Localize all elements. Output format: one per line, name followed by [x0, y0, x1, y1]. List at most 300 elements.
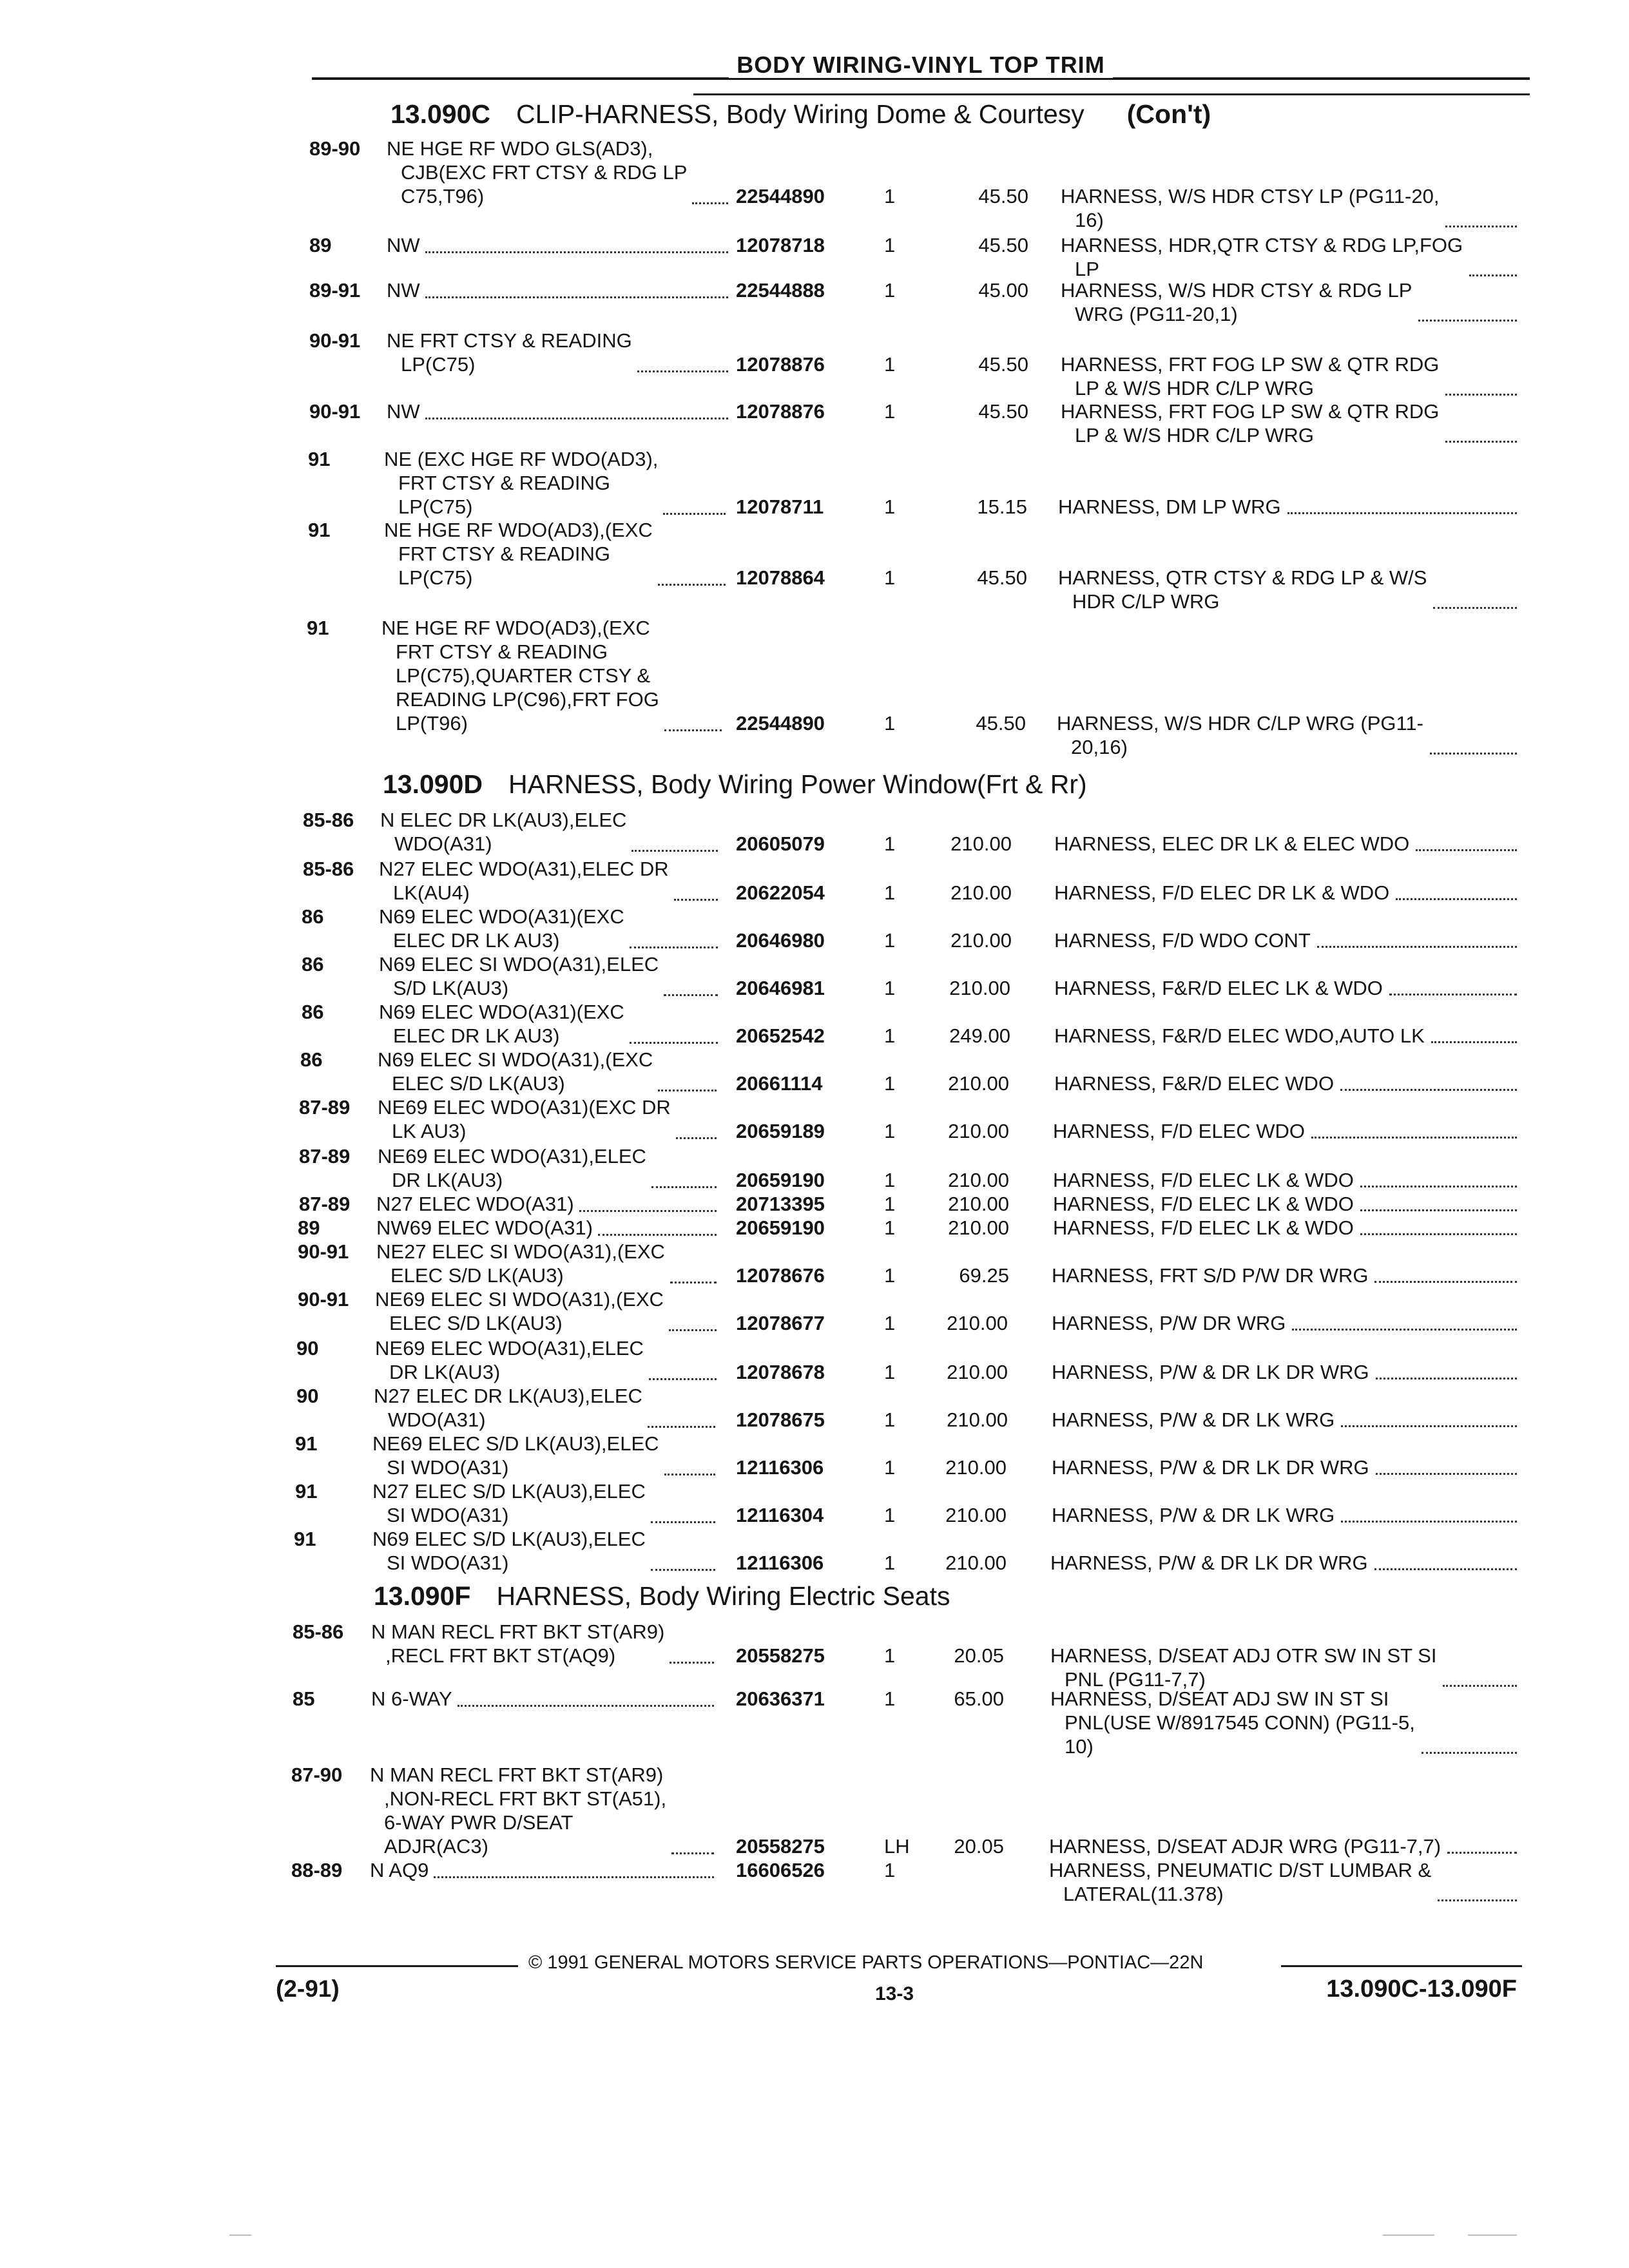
- model-year: 89: [298, 1216, 320, 1239]
- description-line: NW: [387, 279, 420, 302]
- scan-mark: [1468, 2234, 1517, 2236]
- application-description: [387, 278, 420, 302]
- price: 210.00: [948, 1120, 1009, 1142]
- part-name-line: HARNESS, P/W & DR LK DR WRG: [1052, 1361, 1369, 1383]
- description-line: CJB(EXC FRT CTSY & RDG LP: [401, 161, 688, 184]
- quantity: 1: [884, 1456, 896, 1479]
- quantity: 1: [884, 1024, 896, 1047]
- dot-leader: [1311, 1137, 1517, 1139]
- model-year: 86: [302, 953, 324, 975]
- dot-leader: [1447, 1852, 1517, 1854]
- description-line: NE HGE RF WDO(AD3),(EXC: [381, 617, 650, 639]
- footer-page-number: 13-3: [875, 1983, 914, 2004]
- dot-leader: [1438, 1899, 1517, 1901]
- description-line: N69 ELEC SI WDO(A31),ELEC: [379, 953, 659, 975]
- part-number: 12078876: [736, 400, 825, 423]
- description-line: NE HGE RF WDO(AD3),(EXC: [384, 519, 653, 541]
- application-description: [372, 1527, 646, 1575]
- dot-leader: [1396, 898, 1517, 900]
- part-name-line: HARNESS, FRT FOG LP SW & QTR RDG: [1061, 400, 1440, 423]
- part-name-line: LP & W/S HDR C/LP WRG: [1075, 424, 1314, 447]
- part-name-line: HARNESS, F&R/D ELEC LK & WDO: [1054, 977, 1383, 999]
- description-line: READING LP(C96),FRT FOG: [396, 688, 659, 711]
- application-description: [375, 1287, 664, 1335]
- description-line: ELEC DR LK AU3): [379, 928, 624, 952]
- description-line: ADJR(AC3): [370, 1834, 666, 1858]
- part-name: [1054, 1072, 1334, 1095]
- dot-leader: [1389, 994, 1517, 995]
- price: 249.00: [949, 1024, 1010, 1047]
- page-header-title: BODY WIRING-VINYL TOP TRIM: [312, 52, 1530, 79]
- part-name: [1057, 711, 1423, 759]
- part-name-line: LP & W/S HDR C/LP WRG: [1075, 377, 1314, 399]
- part-name-line: HARNESS, F&R/D ELEC WDO,AUTO LK: [1054, 1024, 1425, 1047]
- footer-revision-date: (2-91): [276, 1975, 340, 2002]
- part-name: [1061, 184, 1439, 232]
- part-name-line: HARNESS, D/SEAT ADJ OTR SW IN ST SI: [1050, 1644, 1437, 1667]
- part-number: 20636371: [736, 1687, 825, 1710]
- part-name-line: HARNESS, DM LP WRG: [1058, 495, 1281, 518]
- footer-copyright: © 1991 GENERAL MOTORS SERVICE PARTS OPERATIONS—PONTIAC—22N: [528, 1952, 1204, 1973]
- description-line: DR LK(AU3): [378, 1168, 646, 1192]
- description-line: NE69 ELEC S/D LK(AU3),ELEC: [372, 1432, 659, 1455]
- price: 210.00: [947, 1361, 1008, 1383]
- description-line: NE FRT CTSY & READING: [387, 329, 632, 352]
- description-line: NE69 ELEC SI WDO(A31),(EXC: [375, 1288, 664, 1311]
- part-number: 20659190: [736, 1216, 825, 1239]
- dot-leader: [1340, 1089, 1517, 1091]
- quantity: 1: [884, 1644, 896, 1667]
- part-number: 12078718: [736, 234, 825, 256]
- application-description: [387, 329, 632, 376]
- part-name-line: PNL (PG11-7,7): [1065, 1668, 1206, 1691]
- price: 210.00: [950, 881, 1012, 904]
- application-description: [379, 1000, 624, 1048]
- part-name-line: HARNESS, FRT FOG LP SW & QTR RDG: [1061, 353, 1440, 376]
- description-line: LP(C75): [387, 352, 632, 376]
- part-name-line: HARNESS, ELEC DR LK & ELEC WDO: [1054, 832, 1410, 855]
- part-number: 20661114: [736, 1072, 823, 1095]
- model-year: 86: [300, 1048, 323, 1071]
- quantity: 1: [884, 353, 896, 376]
- model-year: 90-91: [298, 1288, 349, 1311]
- price: 45.50: [976, 712, 1026, 735]
- quantity: 1: [884, 1361, 896, 1383]
- application-description: [371, 1620, 664, 1667]
- description-line: N69 ELEC WDO(A31)(EXC: [379, 1001, 624, 1023]
- part-name: [1052, 1456, 1369, 1479]
- part-number: 12078864: [736, 566, 825, 589]
- part-number: 20652542: [736, 1024, 825, 1047]
- model-year: 91: [307, 617, 329, 639]
- model-year: 89-91: [309, 279, 361, 302]
- price: 210.00: [945, 1552, 1007, 1574]
- application-description: [380, 808, 626, 856]
- description-line: NE69 ELEC WDO(A31),ELEC: [378, 1145, 646, 1168]
- part-name: [1054, 832, 1409, 856]
- part-name: [1053, 1192, 1354, 1216]
- part-name: [1052, 1311, 1286, 1335]
- quantity: 1: [884, 400, 896, 423]
- part-name-line: HARNESS, F/D WDO CONT: [1054, 929, 1311, 952]
- application-description: [379, 905, 624, 952]
- part-number: 22544890: [736, 185, 825, 207]
- application-description: [387, 137, 687, 208]
- description-line: C75,T96): [387, 184, 687, 208]
- quantity: 1: [884, 1552, 896, 1574]
- part-name: [1054, 881, 1389, 905]
- scan-mark: [1383, 2234, 1434, 2236]
- part-number: 20713395: [736, 1193, 825, 1215]
- quantity: 1: [884, 234, 896, 256]
- description-line: ELEC S/D LK(AU3): [378, 1072, 653, 1095]
- part-name: [1050, 1551, 1368, 1575]
- model-year: 91: [308, 448, 331, 470]
- model-year: 91: [295, 1480, 318, 1503]
- quantity: 1: [884, 495, 896, 518]
- application-description: [387, 399, 420, 423]
- price: 45.50: [978, 234, 1028, 256]
- quantity: 1: [884, 712, 896, 735]
- part-number: 20622054: [736, 881, 825, 904]
- application-description: [370, 1858, 429, 1882]
- part-name-line: HARNESS, P/W DR WRG: [1052, 1312, 1286, 1334]
- quantity: 1: [884, 1169, 896, 1191]
- model-year: 85-86: [293, 1620, 344, 1643]
- quantity: 1: [884, 566, 896, 589]
- description-line: N69 ELEC WDO(A31)(EXC: [379, 905, 624, 928]
- price: 45.50: [978, 353, 1028, 376]
- description-line: WDO(A31): [374, 1408, 642, 1432]
- price: 210.00: [949, 977, 1010, 999]
- model-year: 91: [295, 1432, 318, 1455]
- scan-mark: [229, 2234, 251, 2236]
- description-line: LK AU3): [378, 1119, 671, 1143]
- section-heading-13-090d: 13.090D HARNESS, Body Wiring Power Window(Frt & Rr): [383, 769, 1087, 799]
- dot-leader: [1341, 1425, 1517, 1427]
- description-line: FRT CTSY & READING: [398, 472, 611, 494]
- model-year: 90: [296, 1337, 319, 1360]
- application-description: [378, 1048, 653, 1095]
- quantity: 1: [884, 977, 896, 999]
- part-name: [1058, 566, 1427, 613]
- dot-leader: [1418, 320, 1517, 322]
- part-number: 20558275: [736, 1644, 825, 1667]
- dot-leader: [1317, 946, 1517, 948]
- part-number: 12078711: [736, 495, 824, 518]
- description-line: S/D LK(AU3): [379, 976, 659, 1000]
- part-name-line: HARNESS, F/D ELEC WDO: [1053, 1120, 1305, 1142]
- part-name: [1052, 1503, 1335, 1527]
- description-line: SI WDO(A31): [372, 1456, 659, 1479]
- part-name: [1053, 1168, 1354, 1192]
- part-name-line: HARNESS, F&R/D ELEC WDO: [1054, 1072, 1335, 1095]
- part-name: [1061, 278, 1412, 326]
- part-name: [1053, 1119, 1305, 1143]
- model-year: 91: [308, 519, 331, 541]
- part-name: [1061, 399, 1439, 447]
- price: 45.50: [977, 566, 1027, 589]
- part-name-line: 20,16): [1071, 736, 1128, 758]
- model-year: 87-89: [299, 1096, 351, 1119]
- model-year: 86: [302, 1001, 324, 1023]
- part-name-line: HARNESS, PNEUMATIC D/ST LUMBAR &: [1049, 1859, 1432, 1881]
- description-line: NW69 ELEC WDO(A31): [376, 1216, 593, 1239]
- dot-leader: [1416, 849, 1517, 851]
- part-name: [1054, 928, 1311, 952]
- price: 15.15: [977, 495, 1027, 518]
- quantity: 1: [884, 832, 896, 855]
- quantity: 1: [884, 1072, 896, 1095]
- model-year: 90-91: [309, 329, 361, 352]
- quantity: 1: [884, 1216, 896, 1239]
- model-year: 90: [296, 1385, 319, 1407]
- dot-leader: [1360, 1233, 1517, 1235]
- dot-leader: [1431, 1041, 1517, 1043]
- description-line: NE69 ELEC WDO(A31),ELEC: [375, 1337, 644, 1360]
- application-description: [372, 1432, 659, 1479]
- part-number: 20646981: [736, 977, 825, 999]
- part-name: [1049, 1834, 1441, 1858]
- part-number: 12078876: [736, 353, 825, 376]
- part-name-line: HARNESS, F/D ELEC LK & WDO: [1053, 1216, 1354, 1239]
- application-description: [378, 1095, 671, 1143]
- description-line: NW: [387, 234, 420, 256]
- description-line: LP(C75),QUARTER CTSY &: [396, 664, 651, 687]
- part-name-line: HARNESS, D/SEAT ADJR WRG (PG11-7,7): [1049, 1835, 1441, 1858]
- price: 210.00: [948, 1216, 1009, 1239]
- price: 210.00: [948, 1169, 1009, 1191]
- part-name-line: LP: [1075, 258, 1099, 280]
- part-number: 20659190: [736, 1169, 825, 1191]
- description-line: N27 ELEC DR LK(AU3),ELEC: [374, 1385, 642, 1407]
- part-name-line: 16): [1075, 209, 1104, 231]
- description-line: N MAN RECL FRT BKT ST(AR9): [371, 1620, 665, 1643]
- price: 210.00: [948, 1072, 1009, 1095]
- part-number: 20659189: [736, 1120, 825, 1142]
- model-year: 90-91: [309, 400, 361, 423]
- part-name-line: HARNESS, F/D ELEC LK & WDO: [1053, 1193, 1354, 1215]
- dot-leader: [1445, 441, 1517, 443]
- description-line: WDO(A31): [380, 832, 626, 856]
- model-year: 89-90: [309, 137, 361, 160]
- part-name: [1054, 976, 1383, 1000]
- application-description: [387, 233, 420, 257]
- part-number: 16606526: [736, 1859, 825, 1881]
- part-name-line: HARNESS, W/S HDR CTSY LP (PG11-20,: [1061, 185, 1440, 207]
- description-line: ELEC S/D LK(AU3): [375, 1311, 664, 1335]
- part-name: [1052, 1360, 1369, 1384]
- description-line: N27 ELEC WDO(A31),ELEC DR: [379, 858, 669, 880]
- part-name: [1053, 1216, 1354, 1240]
- footer-rule-left: [276, 1965, 518, 1967]
- description-line: N ELEC DR LK(AU3),ELEC: [380, 809, 627, 831]
- description-line: SI WDO(A31): [372, 1503, 646, 1527]
- price: 210.00: [950, 832, 1012, 855]
- application-description: [381, 616, 659, 735]
- part-number: 12078676: [736, 1264, 825, 1287]
- description-line: LP(C75): [384, 495, 658, 519]
- description-line: N27 ELEC S/D LK(AU3),ELEC: [372, 1480, 646, 1503]
- part-number: 22544888: [736, 279, 825, 302]
- application-description: [376, 1216, 593, 1240]
- description-line: N MAN RECL FRT BKT ST(AR9): [370, 1763, 664, 1786]
- description-line: 6-WAY PWR D/SEAT: [384, 1811, 574, 1834]
- description-line: N69 ELEC S/D LK(AU3),ELEC: [372, 1528, 646, 1550]
- quantity: 1: [884, 1408, 896, 1431]
- quantity: 1: [884, 1193, 896, 1215]
- part-number: 12116306: [736, 1552, 824, 1574]
- section-heading-13-090f: 13.090F HARNESS, Body Wiring Electric Seats: [374, 1581, 950, 1611]
- part-name-line: 10): [1065, 1735, 1094, 1758]
- dot-leader: [1469, 274, 1517, 276]
- price: 210.00: [947, 1312, 1008, 1334]
- price: 20.05: [954, 1644, 1004, 1667]
- application-description: [371, 1687, 452, 1711]
- model-year: 85-86: [303, 858, 354, 880]
- quantity: 1: [884, 185, 896, 207]
- part-name-line: HARNESS, F/D ELEC DR LK & WDO: [1054, 881, 1390, 904]
- footer-section-range: 13.090C-13.090F: [1326, 1975, 1517, 2003]
- application-description: [376, 1240, 665, 1287]
- part-name-line: HARNESS, P/W & DR LK DR WRG: [1050, 1552, 1368, 1574]
- quantity: 1: [884, 881, 896, 904]
- application-description: [376, 1192, 574, 1216]
- price: 45.50: [978, 185, 1028, 207]
- part-name: [1050, 1644, 1436, 1691]
- description-line: FRT CTSY & READING: [396, 640, 608, 663]
- dot-leader: [1341, 1521, 1517, 1523]
- part-name-line: HDR C/LP WRG: [1072, 590, 1220, 613]
- dot-leader: [1445, 394, 1517, 396]
- part-name-line: HARNESS, W/S HDR CTSY & RDG LP: [1061, 279, 1412, 302]
- dot-leader: [1430, 753, 1517, 754]
- price: 210.00: [947, 1408, 1008, 1431]
- description-line: NE HGE RF WDO GLS(AD3),: [387, 137, 653, 160]
- quantity: 1: [884, 929, 896, 952]
- model-year: 91: [294, 1528, 316, 1550]
- description-line: SI WDO(A31): [372, 1551, 646, 1575]
- dot-leader: [1360, 1186, 1517, 1187]
- part-number: 20605079: [736, 832, 825, 855]
- header-underline: [693, 93, 1530, 95]
- description-line: ,NON-RECL FRT BKT ST(A51),: [384, 1787, 667, 1810]
- price: 45.50: [978, 400, 1028, 423]
- part-name-line: LATERAL(11.378): [1063, 1883, 1224, 1905]
- quantity: 1: [884, 279, 896, 302]
- description-line: NE69 ELEC WDO(A31)(EXC DR: [378, 1096, 671, 1119]
- description-line: N 6-WAY: [371, 1687, 452, 1710]
- model-year: 90-91: [298, 1240, 349, 1263]
- dot-leader: [1374, 1281, 1517, 1283]
- description-line: NW: [387, 400, 420, 423]
- dot-leader: [1443, 1685, 1517, 1687]
- part-name: [1052, 1408, 1335, 1432]
- price: 210.00: [945, 1456, 1007, 1479]
- application-description: [374, 1384, 642, 1432]
- price: 210.00: [950, 929, 1012, 952]
- quantity: 1: [884, 1264, 896, 1287]
- part-name-line: HARNESS, HDR,QTR CTSY & RDG LP,FOG: [1061, 234, 1463, 256]
- part-name: [1058, 495, 1281, 519]
- dot-leader: [1292, 1329, 1517, 1331]
- part-name-line: HARNESS, D/SEAT ADJ SW IN ST SI: [1050, 1687, 1389, 1710]
- part-name: [1061, 233, 1463, 281]
- model-year: 85-86: [303, 809, 354, 831]
- part-number: 12116304: [736, 1504, 824, 1526]
- model-year: 86: [302, 905, 324, 928]
- description-line: FRT CTSY & READING: [398, 543, 611, 565]
- description-line: NE27 ELEC SI WDO(A31),(EXC: [376, 1240, 665, 1263]
- model-year: 89: [309, 234, 332, 256]
- part-name-line: HARNESS, W/S HDR C/LP WRG (PG11-: [1057, 712, 1423, 735]
- model-year: 87-89: [299, 1193, 351, 1215]
- part-name-line: HARNESS, P/W & DR LK DR WRG: [1052, 1456, 1369, 1479]
- part-number: 12078677: [736, 1312, 825, 1334]
- quantity: 1: [884, 1859, 896, 1881]
- application-description: [379, 857, 669, 905]
- price: 45.00: [978, 279, 1028, 302]
- description-line: LP(T96): [381, 711, 659, 735]
- application-description: [378, 1144, 646, 1192]
- application-description: [375, 1336, 644, 1384]
- section-heading-13-090c: 13.090C CLIP-HARNESS, Body Wiring Dome & Courtesy (Con't): [390, 99, 1211, 129]
- application-description: [370, 1763, 666, 1858]
- dot-leader: [1287, 512, 1517, 514]
- part-name-line: PNL(USE W/8917545 CONN) (PG11-5,: [1065, 1711, 1415, 1734]
- part-number: 12078675: [736, 1408, 825, 1431]
- description-line: N27 ELEC WDO(A31): [376, 1193, 574, 1215]
- description-line: ELEC DR LK AU3): [379, 1024, 624, 1048]
- dot-leader: [1376, 1473, 1517, 1475]
- description-line: ,RECL FRT BKT ST(AQ9): [371, 1644, 664, 1667]
- model-year: 85: [293, 1687, 315, 1710]
- part-name-line: HARNESS, F/D ELEC LK & WDO: [1053, 1169, 1354, 1191]
- application-description: [379, 952, 659, 1000]
- application-description: [384, 518, 653, 590]
- price: 65.00: [954, 1687, 1004, 1710]
- dot-leader: [1445, 226, 1517, 227]
- part-name: [1054, 1024, 1425, 1048]
- part-name-line: HARNESS, FRT S/D P/W DR WRG: [1052, 1264, 1369, 1287]
- part-name-line: WRG (PG11-20,1): [1075, 303, 1238, 325]
- part-name: [1049, 1858, 1431, 1906]
- quantity: 1: [884, 1312, 896, 1334]
- application-description: [384, 447, 658, 519]
- description-line: ELEC S/D LK(AU3): [376, 1264, 665, 1287]
- part-name-line: HARNESS, P/W & DR LK WRG: [1052, 1408, 1335, 1431]
- price: 210.00: [945, 1504, 1007, 1526]
- quantity: 1: [884, 1120, 896, 1142]
- description-line: DR LK(AU3): [375, 1360, 644, 1384]
- part-number: 20558275: [736, 1835, 825, 1858]
- dot-leader: [1374, 1568, 1517, 1570]
- price: 20.05: [954, 1835, 1004, 1858]
- part-name: [1061, 352, 1439, 400]
- description-line: LK(AU4): [379, 881, 669, 905]
- description-line: N AQ9: [370, 1859, 429, 1881]
- application-description: [372, 1479, 646, 1527]
- price: 210.00: [948, 1193, 1009, 1215]
- quantity: LH: [884, 1835, 910, 1858]
- dot-leader: [1360, 1209, 1517, 1211]
- part-name-line: HARNESS, P/W & DR LK WRG: [1052, 1504, 1335, 1526]
- dot-leader: [1376, 1378, 1517, 1379]
- part-number: 12078678: [736, 1361, 825, 1383]
- price: 69.25: [959, 1264, 1009, 1287]
- part-name: [1050, 1687, 1415, 1758]
- dot-leader: [1422, 1752, 1517, 1754]
